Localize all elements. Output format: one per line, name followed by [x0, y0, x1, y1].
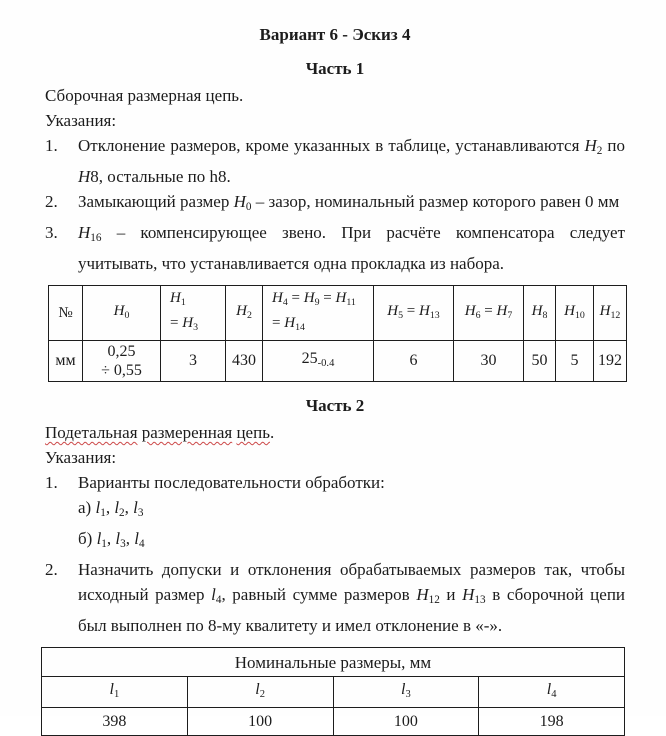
nominal-sizes-table [41, 647, 625, 736]
header-cell-no: № [49, 286, 83, 341]
data-cell-h0: 0,25 ÷ 0,55 [83, 340, 161, 381]
list-item-text: Замыкающий размер H0 – зазор, номинальный размер которого равен 0 мм [78, 192, 620, 214]
header-cell-h8: H8 [524, 286, 556, 341]
data-cell-h1-h3: 3 [161, 340, 226, 381]
list-item [45, 133, 625, 189]
header-cell-h0: H0 [83, 286, 161, 341]
data-cell-l3: 100 [333, 708, 479, 736]
header-cell-l2: l2 [187, 677, 333, 708]
header-cell-h6-h7: H6 = H7 [454, 286, 524, 341]
header-cell-h12: H12 [594, 286, 627, 341]
part2-instructions-list [45, 470, 625, 638]
list-item [45, 189, 625, 220]
data-cell-l2: 100 [187, 708, 333, 736]
table-header-row [42, 677, 625, 708]
variant-a-line: а) l1, l2, l3 [78, 497, 144, 520]
data-cell-h4-h9-h11-h14: 25-0.4 [263, 340, 374, 381]
list-item [45, 220, 625, 276]
data-cell-h10: 5 [556, 340, 594, 381]
part2-heading: Часть 2 [305, 395, 365, 415]
header-cell-h4-h9-h11-h14: H4 = H9 = H11 = H14 [263, 286, 374, 341]
part1-intro: Сборочная размерная цепь. [45, 86, 244, 105]
list-item-number: 1. [45, 136, 58, 155]
data-cell-h2: 430 [226, 340, 263, 381]
list-item-number: 2. [45, 192, 58, 212]
header-cell-h10: H10 [556, 286, 594, 341]
data-cell-h6-h7: 30 [454, 340, 524, 381]
part2-instructions-label: Указания: [45, 447, 117, 467]
header-cell-l1: l1 [42, 677, 188, 708]
table-header-row [49, 286, 627, 341]
part1-instructions-list [45, 133, 625, 276]
assembly-chain-table [48, 285, 627, 382]
data-cell-h5-h13: 6 [374, 340, 454, 381]
list-item-text: H16 – компенсирующее звено. При расчёте компенсатора следует учитывать, что устанавливается одна прокладка из набора. [78, 223, 625, 274]
list-item-number: 2. [45, 560, 58, 580]
header-cell-h5-h13: H5 = H13 [374, 286, 454, 341]
table-title-row [42, 648, 625, 677]
data-cell-l1: 398 [42, 708, 188, 736]
data-cell-h8: 50 [524, 340, 556, 381]
table-title-cell: Номинальные размеры, мм [42, 648, 625, 677]
header-cell-h1-h3: H1 = H3 [161, 286, 226, 341]
table-data-row [49, 340, 627, 381]
list-item [45, 470, 625, 557]
list-item-number: 3. [45, 223, 58, 243]
part1-heading: Часть 1 [305, 59, 365, 78]
data-cell-unit: мм [49, 340, 83, 381]
list-item-text: Варианты последовательности обработки: [78, 472, 385, 492]
header-cell-l3: l3 [333, 677, 479, 708]
list-item-text: Назначить допуски и отклонения обрабатываемых размеров так, чтобы исходный размер l4, равный сумме размеров H12 и H13 в сборочной цепи был выполнен по 8-му квалитету и имел отклонение в «-». [78, 560, 626, 636]
variant-b-line: б) l1, l3, l4 [78, 529, 145, 551]
document-title: Вариант 6 - Эскиз 4 [259, 25, 411, 44]
part2-intro: Подетальная размеренная цепь. [45, 422, 275, 442]
data-cell-l4: 198 [479, 708, 625, 736]
list-item-number: 1. [45, 472, 58, 492]
header-cell-l4: l4 [479, 677, 625, 708]
data-cell-h12: 192 [594, 340, 627, 381]
header-cell-h2: H2 [226, 286, 263, 341]
list-item [45, 557, 625, 638]
table-data-row [42, 708, 625, 736]
list-item-text: Отклонение размеров, кроме указанных в таблице, устанавливаются H2 по H8, остальные по h8. [78, 136, 625, 187]
part1-instructions-label: Указания: [45, 111, 117, 130]
